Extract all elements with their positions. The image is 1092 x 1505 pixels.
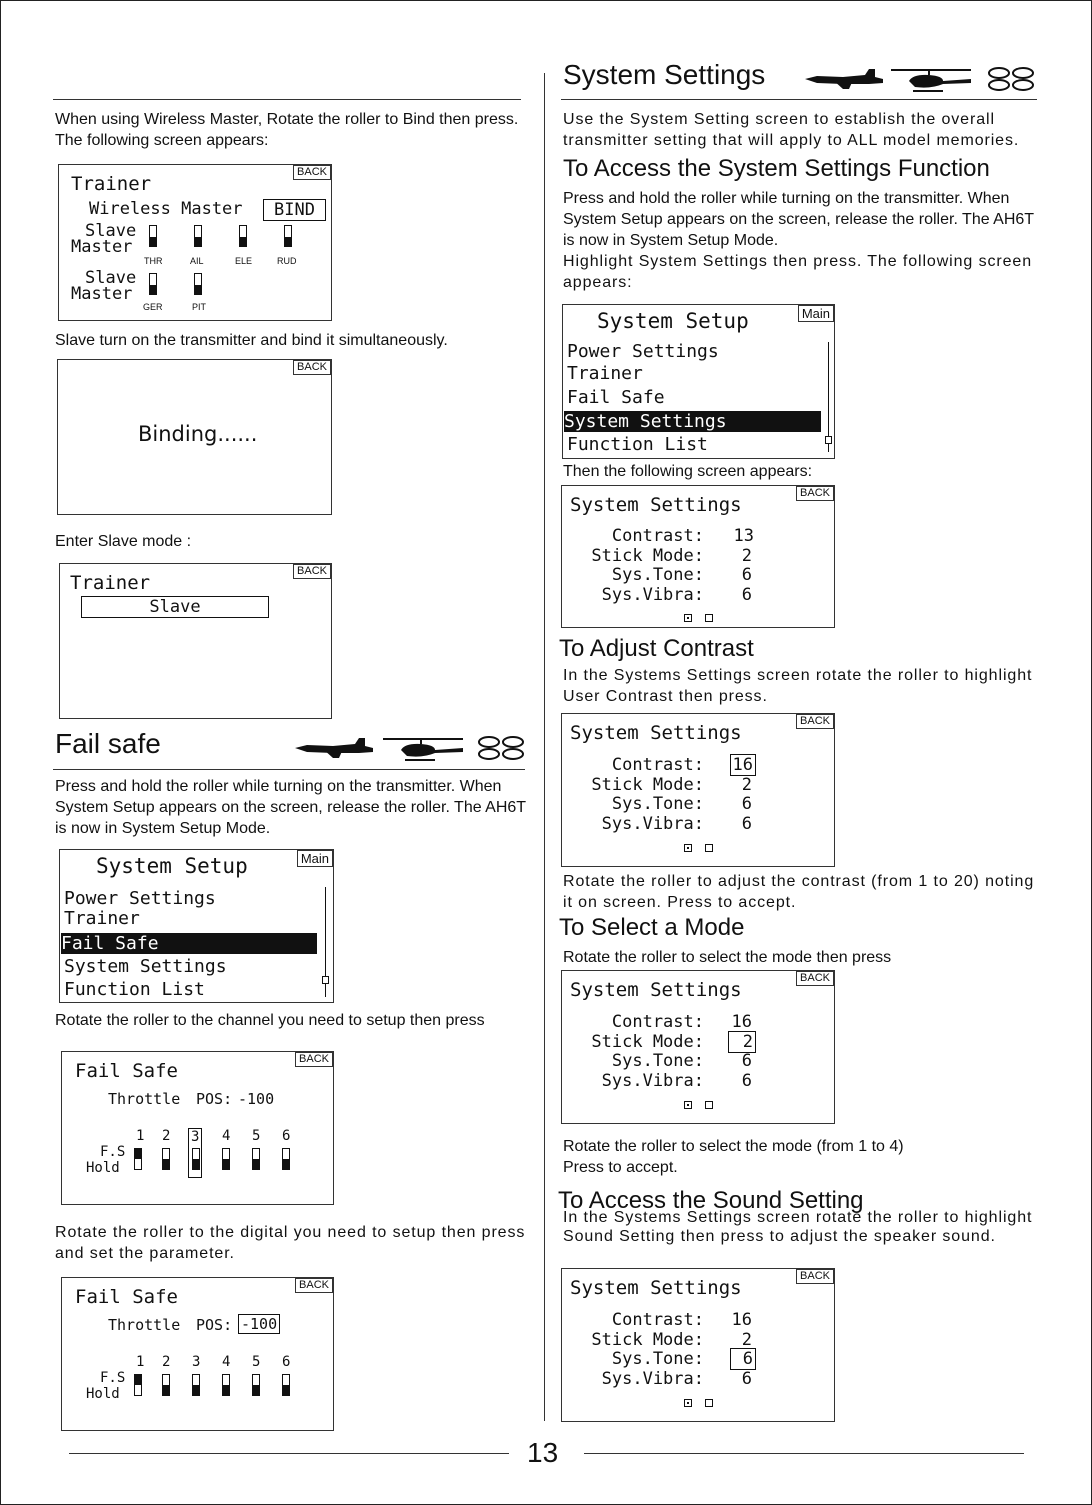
page-indicator	[705, 1101, 713, 1109]
master-label: Master	[71, 237, 133, 257]
wireless-master-label: Wireless Master	[89, 199, 243, 219]
fs-toggle	[252, 1374, 260, 1396]
fs-toggle	[162, 1374, 170, 1396]
channel-label: RUD	[277, 256, 297, 266]
fs-toggle	[222, 1374, 230, 1396]
channel-name: Throttle	[108, 1090, 181, 1108]
channel-bar	[149, 225, 157, 247]
menu-item-selected[interactable]: System Settings	[564, 411, 821, 432]
channel-number-selected: 3	[188, 1128, 202, 1178]
sys-tone-label: Sys.Tone:	[611, 1349, 704, 1369]
contrast-value: 13	[733, 526, 754, 546]
sys-tone-label: Sys.Tone:	[611, 794, 704, 814]
fs-toggle	[192, 1148, 200, 1170]
back-tag: BACK	[796, 486, 834, 501]
rotate-channel-text: Rotate the roller to the channel you need to setup then press	[55, 1012, 485, 1029]
channel-label: PIT	[192, 302, 207, 312]
back-tag: BACK	[796, 971, 834, 986]
menu-item[interactable]: System Settings	[64, 956, 227, 977]
back-tag: BACK	[796, 714, 834, 729]
fs-label: F.S	[100, 1370, 126, 1386]
slave-instruction: Slave turn on the transmitter and bind it simultaneously.	[55, 332, 448, 349]
fs-toggle	[252, 1148, 260, 1170]
back-tag: BACK	[295, 1052, 333, 1067]
failsafe-heading: Fail safe	[55, 728, 161, 759]
contrast-label: Contrast:	[611, 1012, 704, 1032]
back-tag: BACK	[293, 564, 331, 579]
sys-tone-value: 6	[741, 794, 752, 814]
pos-value: -100	[238, 1090, 275, 1108]
stick-mode-label: Stick Mode:	[591, 1032, 704, 1052]
fs-toggle	[282, 1374, 290, 1396]
channel-number: 6	[282, 1354, 291, 1370]
failsafe-position-screen	[61, 1277, 334, 1431]
hold-label: Hold	[86, 1386, 120, 1402]
stick-mode-label: Stick Mode:	[591, 1330, 704, 1350]
channel-number: 5	[252, 1354, 261, 1370]
channel-number: 2	[162, 1354, 171, 1370]
sys-vibra-label: Sys.Vibra:	[601, 1369, 704, 1389]
fs-toggle	[134, 1374, 142, 1396]
mode-heading: To Select a Mode	[559, 914, 745, 941]
failsafe-rule	[53, 769, 525, 770]
quadcopter-icon	[479, 737, 523, 759]
fs-toggle	[222, 1148, 230, 1170]
sys-vibra-value: 6	[741, 1071, 752, 1091]
back-tag: BACK	[293, 360, 331, 375]
slave-label: Slave	[85, 268, 137, 288]
menu-item[interactable]: Function List	[64, 979, 205, 1000]
system-settings-contrast-screen	[561, 713, 835, 867]
system-setup-menu-settings	[562, 304, 835, 459]
sys-vibra-value: 6	[741, 585, 752, 605]
contrast-label: Contrast:	[611, 755, 704, 775]
slave-label: Slave	[85, 221, 137, 241]
master-label: Master	[71, 284, 133, 304]
sys-vibra-value: 6	[741, 1369, 752, 1389]
quadcopter-icon	[989, 68, 1033, 90]
model-type-icons	[293, 734, 529, 762]
contrast-value-selected: 16	[730, 754, 756, 776]
channel-number: 1	[136, 1128, 145, 1144]
channel-label: GER	[143, 302, 163, 312]
channel-number: 5	[252, 1128, 261, 1144]
contrast-heading: To Adjust Contrast	[559, 635, 754, 662]
main-tag: Main	[798, 305, 834, 322]
pos-label: POS:	[196, 1090, 233, 1108]
menu-item[interactable]: Fail Safe	[567, 387, 665, 408]
pos-value-selected: -100	[238, 1314, 280, 1334]
sys-vibra-value: 6	[741, 814, 752, 834]
failsafe-intro: Press and hold the roller while turning on the transmitter. When System Setup appears on the screen, release the roller. The AH6T is now in System Setup Mode.	[55, 778, 526, 837]
menu-item[interactable]: Power Settings	[64, 888, 216, 909]
fs-toggle	[134, 1148, 142, 1170]
contrast-label: Contrast:	[611, 526, 704, 546]
footer-rule-right	[584, 1453, 1024, 1454]
page-indicator-active	[684, 844, 692, 852]
system-settings-mode-screen	[561, 970, 835, 1124]
channel-number: 2	[162, 1128, 171, 1144]
mode-accept-text: Press to accept.	[563, 1159, 678, 1176]
stick-mode-value: 2	[741, 546, 752, 566]
helicopter-icon	[383, 739, 463, 760]
menu-item[interactable]: Trainer	[567, 363, 643, 384]
system-settings-sound-screen	[561, 1268, 835, 1422]
system-setup-menu-failsafe	[59, 849, 334, 1003]
hold-label: Hold	[86, 1160, 120, 1176]
system-settings-heading: System Settings	[563, 59, 766, 90]
left-top-rule	[53, 99, 521, 100]
scrollbar-knob[interactable]	[322, 976, 329, 984]
screen-title: System Settings	[570, 494, 742, 516]
binding-text: Binding......	[138, 422, 258, 446]
screen-title: System Settings	[570, 1277, 742, 1299]
system-settings-intro: Use the System Setting screen to establish the overall transmitter setting that will apply to ALL model memories.	[563, 111, 1020, 149]
access-text: Press and hold the roller while turning on the transmitter. When System Setup appears on the screen, release the roller. The AH6T is now in System Setup Mode.	[563, 190, 1034, 249]
screen-title: Trainer	[70, 572, 151, 594]
menu-item[interactable]: Power Settings	[567, 341, 719, 362]
back-tag: BACK	[796, 1269, 834, 1284]
sound-heading: To Access the Sound Setting	[558, 1187, 864, 1214]
channel-label: THR	[144, 256, 163, 266]
highlight-text: Highlight System Settings then press. The following screen appears:	[563, 253, 1033, 291]
page-indicator	[705, 614, 713, 622]
menu-item[interactable]: Function List	[567, 434, 708, 455]
contrast-adjust-text: Rotate the roller to adjust the contrast (from 1 to 20) noting it on screen. Press to accept.	[563, 873, 1035, 911]
then-text: Then the following screen appears:	[563, 463, 813, 480]
rotate-digital-text: Rotate the roller to the digital you need to setup then press and set the parameter.	[55, 1224, 526, 1262]
menu-item-selected[interactable]: Fail Safe	[61, 933, 317, 954]
page-indicator-active	[684, 614, 692, 622]
failsafe-channel-screen	[61, 1051, 334, 1205]
channel-number: 4	[222, 1128, 231, 1144]
fs-toggle	[162, 1148, 170, 1170]
screen-title: Trainer	[71, 173, 152, 195]
contrast-value: 16	[731, 1310, 752, 1330]
contrast-text: In the Systems Settings screen rotate the roller to highlight User Contrast then press.	[563, 667, 1033, 705]
enter-slave-text: Enter Slave mode :	[55, 533, 192, 550]
wireless-master-intro: When using Wireless Master, Rotate the roller to Bind then press. The following screen appears:	[55, 111, 519, 149]
fs-toggle	[282, 1148, 290, 1170]
contrast-value: 16	[731, 1012, 752, 1032]
menu-item[interactable]: Trainer	[64, 908, 140, 929]
model-type-icons	[803, 65, 1039, 93]
binding-screen	[57, 359, 332, 515]
stick-mode-value: 2	[741, 775, 752, 795]
sound-text: In the Systems Settings screen rotate the roller to highlight Sound Setting then press to adjust the speaker sound.	[563, 1209, 1033, 1245]
channel-label: AIL	[190, 256, 204, 266]
column-divider	[544, 73, 545, 1421]
system-settings-screen	[561, 485, 835, 628]
sys-tone-value: 6	[741, 565, 752, 585]
contrast-label: Contrast:	[611, 1310, 704, 1330]
channel-bar	[194, 225, 202, 247]
stick-mode-label: Stick Mode:	[591, 775, 704, 795]
system-settings-rule	[561, 99, 1037, 100]
trainer-slave-screen	[59, 563, 332, 719]
sys-tone-value-selected: 6	[730, 1348, 756, 1370]
screen-title: Fail Safe	[75, 1060, 178, 1082]
stick-mode-value-selected: 2	[728, 1031, 756, 1053]
channel-bar	[239, 225, 247, 247]
page-number: 13	[527, 1437, 559, 1468]
screen-title: Fail Safe	[75, 1286, 178, 1308]
helicopter-icon	[891, 70, 971, 91]
stick-mode-value: 2	[741, 1330, 752, 1350]
mode-text: Rotate the roller to select the mode then press	[563, 949, 892, 966]
sys-tone-label: Sys.Tone:	[611, 565, 704, 585]
page-indicator	[705, 844, 713, 852]
page-indicator-active	[684, 1399, 692, 1407]
stick-mode-label: Stick Mode:	[591, 546, 704, 566]
channel-bar	[284, 225, 292, 247]
main-tag: Main	[297, 850, 333, 867]
airplane-icon	[805, 69, 883, 89]
back-tag: BACK	[295, 1278, 333, 1293]
channel-number: 6	[282, 1128, 291, 1144]
menu-title: System Setup	[96, 854, 248, 878]
page-indicator-active	[684, 1101, 692, 1109]
screen-title: System Settings	[570, 979, 742, 1001]
fs-toggle	[192, 1374, 200, 1396]
airplane-icon	[295, 738, 373, 758]
channel-name: Throttle	[108, 1316, 181, 1334]
sys-vibra-label: Sys.Vibra:	[601, 814, 704, 834]
sys-tone-label: Sys.Tone:	[611, 1051, 704, 1071]
page-indicator	[705, 1399, 713, 1407]
channel-number: 1	[136, 1354, 145, 1370]
channel-number: 3	[192, 1354, 201, 1370]
fs-label: F.S	[100, 1144, 126, 1160]
channel-number: 4	[222, 1354, 231, 1370]
menu-title: System Setup	[597, 309, 749, 333]
sys-tone-value: 6	[741, 1051, 752, 1071]
access-heading: To Access the System Settings Function	[563, 155, 990, 182]
screen-title: System Settings	[570, 722, 742, 744]
channel-bar	[149, 273, 157, 295]
sys-vibra-label: Sys.Vibra:	[601, 585, 704, 605]
trainer-bind-screen	[58, 164, 332, 321]
mode-range-text: Rotate the roller to select the mode (from 1 to 4)	[563, 1138, 904, 1155]
pos-label: POS:	[196, 1316, 233, 1334]
scrollbar-knob[interactable]	[825, 436, 832, 444]
bind-option: BIND	[263, 199, 326, 221]
footer-rule-left	[69, 1453, 509, 1454]
back-tag: BACK	[293, 165, 331, 180]
channel-bar	[194, 273, 202, 295]
channel-label: ELE	[235, 256, 253, 266]
sys-vibra-label: Sys.Vibra:	[601, 1071, 704, 1091]
slave-mode-field: Slave	[81, 596, 269, 618]
